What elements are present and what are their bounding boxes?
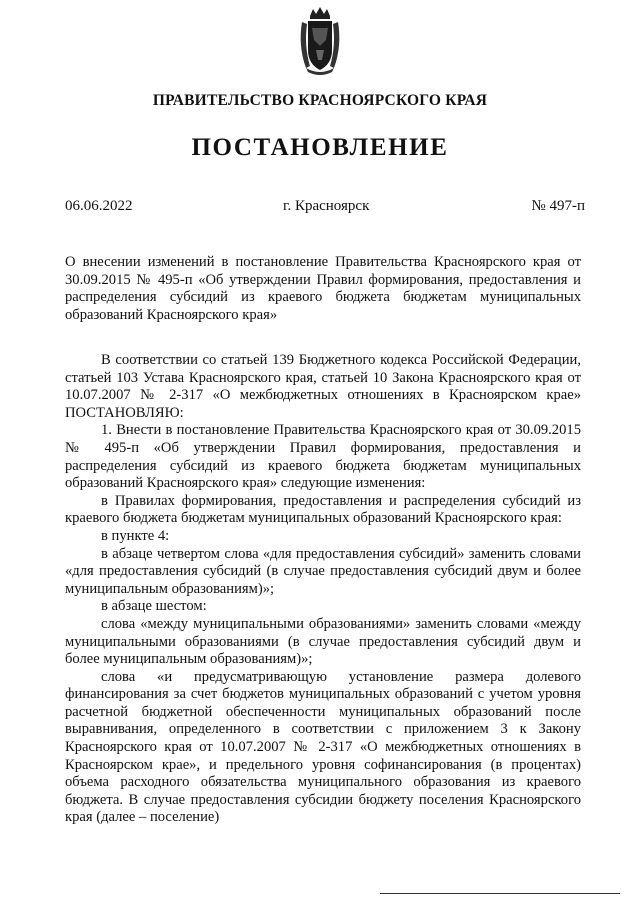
body-paragraph: в абзаце четвертом слова «для предоставления субсидий» заменить словами «для предоставления субсидий (в случае предоставления субсидий двум и более муниципальным образованиям)»;: [65, 545, 581, 597]
body-paragraph: в пункте 4:: [101, 527, 170, 544]
document-subject: О внесении изменений в постановление Правительства Красноярского края от 30.09.2015 № 495-п «Об утверждении Правил формирования, предоставления и распределения субсидий из краевого бюджета бюджетам муниципальных образований Красноярского края»: [65, 254, 581, 323]
document-type: ПОСТАНОВЛЕНИЕ: [191, 134, 449, 161]
body-paragraph: в Правилах формирования, предоставления и распределения субсидий из краевого бюджета бюджетам муниципальных образований Красноярского края:: [65, 492, 581, 527]
body-paragraph: слова «между муниципальными образованиями» заменить словами «между муниципальными образованиями (в случае предоставления субсидий двум и более муниципальным образованиям)»;: [65, 615, 581, 668]
body-paragraph: в абзаце шестом:: [101, 598, 207, 615]
document-body: [65, 352, 581, 827]
body-paragraph: В соответствии со статьей 139 Бюджетного кодекса Российской Федерации, статьей 103 Устава Красноярского края, статьей 10 Закона Красноярского края от 10.07.2007 № 2-317 «О межбюджетных отношениях в Красноярском крае» ПОСТАНОВЛЯЮ:: [65, 352, 581, 421]
body-paragraph: 1. Внести в постановление Правительства Красноярского края от 30.09.2015 № 495-п «Об утверждении Правил формирования, предоставления и распределения субсидий из краевого бюджета бюджетам муниципальных образований Красноярского края» следующие изменения:: [65, 422, 581, 492]
document-number: № 497-п: [531, 198, 585, 214]
body-paragraph: слова «и предусматривающую установление размера долевого финансирования за счет бюджетов муниципальных образований с учетом уровня расчетной бюджетной обеспеченности муниципальных образований после выравнивания, определенного в соответствии с приложением 3 к Закону Красноярского края от 10.07.2007 № 2-317 «О межбюджетных отношениях в Красноярском крае», и предельного уровня софинансирования (в процентах) объема расходного обязательства муниципального образования из краевого бюджета. В случае предоставления субсидии бюджету поселения Красноярского края (далее – поселение): [65, 668, 581, 826]
document-date: 06.06.2022: [65, 198, 133, 214]
krasnoyarsk-coat-of-arms-icon: [296, 6, 344, 76]
document-meta: [65, 198, 585, 218]
government-title: ПРАВИТЕЛЬСТВО КРАСНОЯРСКОГО КРАЯ: [152, 92, 488, 109]
document-city: г. Красноярск: [283, 198, 370, 214]
footer-divider: [380, 893, 620, 894]
